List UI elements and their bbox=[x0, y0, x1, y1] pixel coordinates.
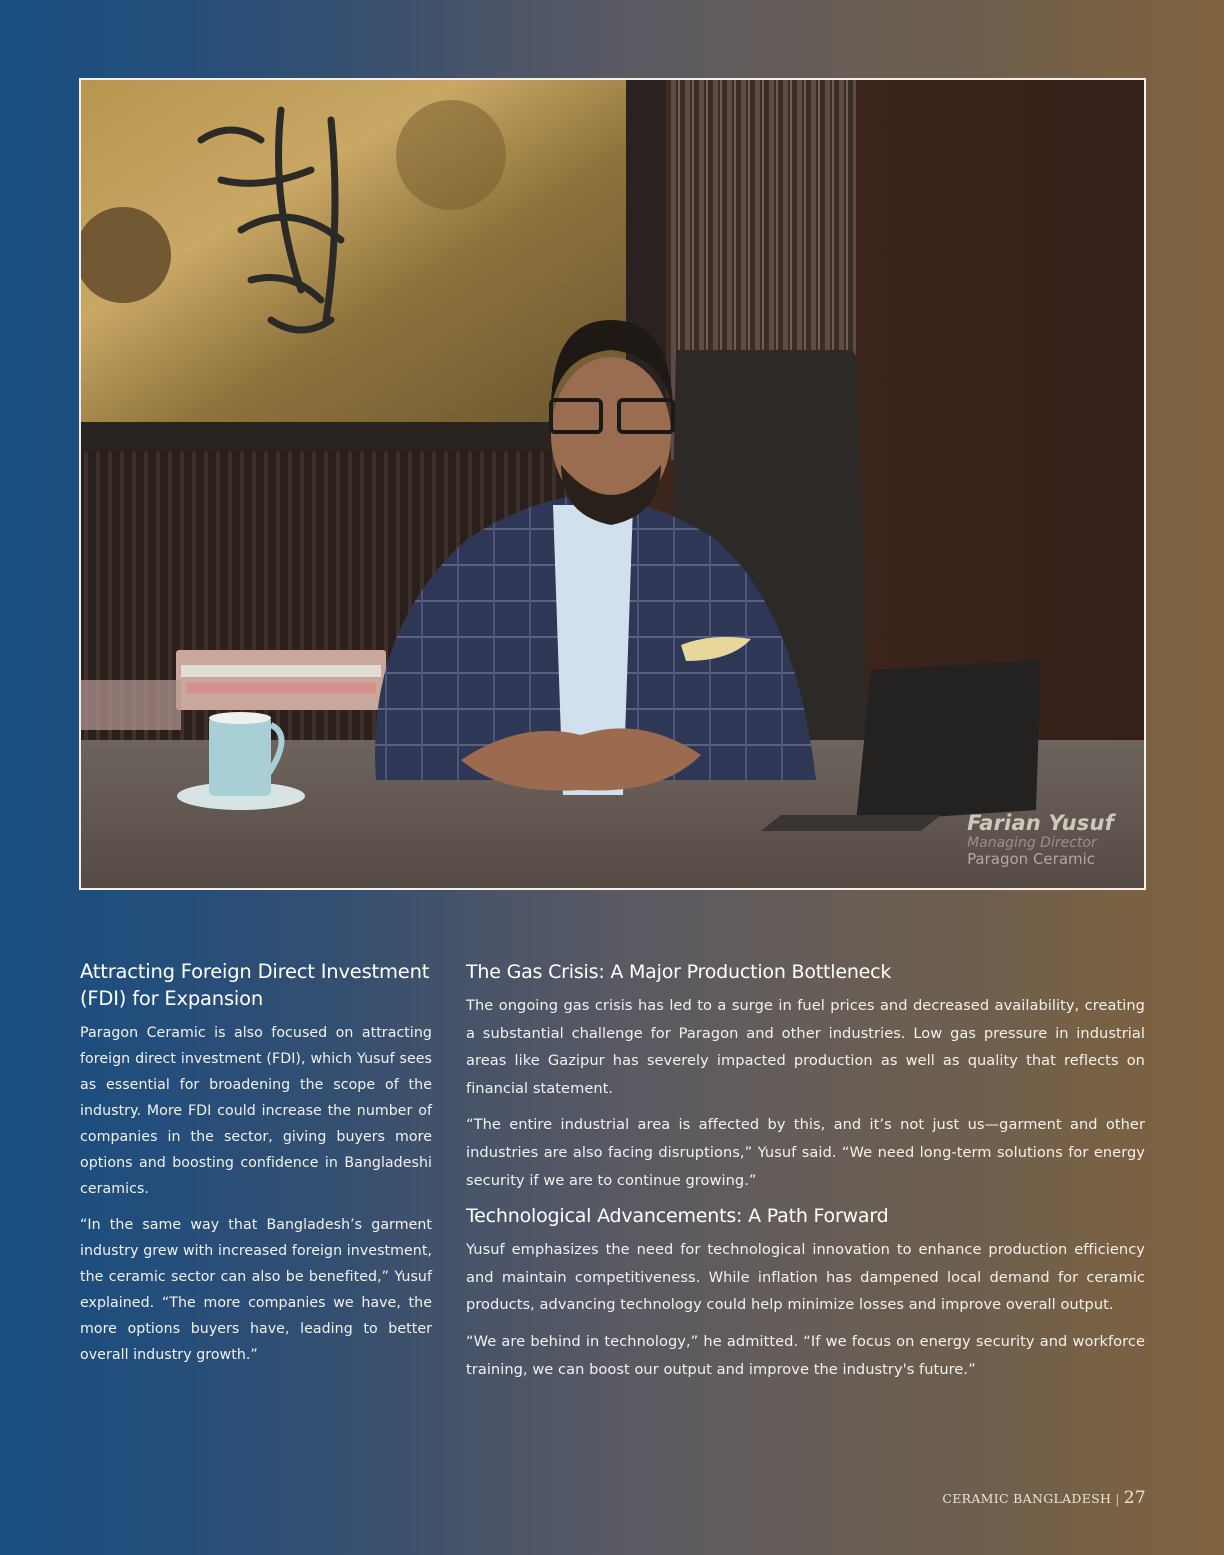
caption-name: Farian Yusuf bbox=[967, 810, 1114, 835]
photo-caption bbox=[967, 812, 1114, 868]
publication-name: CERAMIC BANGLADESH bbox=[942, 1491, 1112, 1506]
paragraph: “We are behind in technology,” he admitted. “If we focus on energy security and workforce training, we can boost our output and improve the industry's future.” bbox=[466, 1332, 1145, 1378]
paragraph: “The entire industrial area is affected by this, and it’s not just us—garment and other industries are also facing disruptions,” Yusuf said. “We need long-term solutions for energy security if we are to continue growing.” bbox=[466, 1116, 1145, 1189]
caption-company: Paragon Ceramic bbox=[967, 850, 1096, 869]
section-heading-technology: Technological Advancements: A Path Forward bbox=[466, 1205, 889, 1228]
caption-role: Managing Director bbox=[967, 834, 1097, 851]
paragraph: “In the same way that Bangladesh’s garment industry grew with increased foreign investment, the ceramic sector can also be benefited,” Yusuf explained. “The more companies we have, the more options buyers have, leading to better overall industry growth.” bbox=[80, 1217, 432, 1363]
portrait-illustration bbox=[81, 80, 1144, 888]
paragraph: Yusuf emphasizes the need for technological innovation to enhance production efficiency and maintain competitiveness. While inflation has dampened local demand for ceramic products, advancing technology could help minimize losses and improve overall output. bbox=[466, 1241, 1145, 1314]
page-footer bbox=[942, 1488, 1146, 1508]
paragraph: The ongoing gas crisis has led to a surge in fuel prices and decreased availability, creating a substantial challenge for Paragon and other industries. Low gas pressure in industrial areas like Gazipur has severely impacted production as well as quality that reflects on financial statement. bbox=[466, 997, 1145, 1097]
coffee-cup bbox=[209, 716, 271, 796]
paragraph: Paragon Ceramic is also focused on attracting foreign direct investment (FDI), which Yusuf sees as essential for broadening the scope of the industry. More FDI could increase the number of companies in the sector, giving buyers more options and boosting confidence in Bangladeshi ceramics. bbox=[80, 1025, 432, 1197]
tablet bbox=[856, 660, 1041, 822]
left-column bbox=[80, 958, 432, 1378]
section-heading-gas-crisis: The Gas Crisis: A Major Production Bottleneck bbox=[466, 961, 892, 983]
feature-photo bbox=[79, 78, 1146, 890]
footer-separator: | bbox=[1115, 1491, 1120, 1506]
section-heading-fdi: Attracting Foreign Direct Investment (FDI) for Expansion bbox=[80, 960, 430, 1010]
right-column bbox=[466, 958, 1145, 1392]
page-number: 27 bbox=[1123, 1488, 1146, 1508]
